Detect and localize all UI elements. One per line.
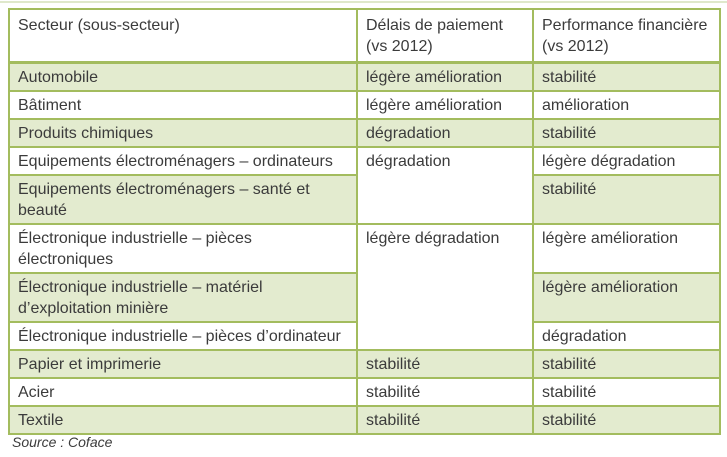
table-header-row <box>9 9 720 63</box>
sector-cell: Equipements électroménagers – santé et beauté <box>9 175 357 224</box>
table-row <box>9 63 720 92</box>
sector-cell: Papier et imprimerie <box>9 350 357 378</box>
delais-paiement-cell: dégradation <box>357 119 533 147</box>
sector-cell: Acier <box>9 378 357 406</box>
performance-financiere-cell: stabilité <box>533 175 720 224</box>
sector-cell: Électronique industrielle – matériel d’exploitation minière <box>9 273 357 322</box>
delais-paiement-cell: stabilité <box>357 406 533 434</box>
delais-paiement-cell: légère amélioration <box>357 63 533 92</box>
delais-paiement-cell: légère amélioration <box>357 91 533 119</box>
performance-financiere-cell: légère amélioration <box>533 273 720 322</box>
performance-financiere-cell: stabilité <box>533 63 720 92</box>
page-top-divider <box>0 1 727 3</box>
sector-cell: Produits chimiques <box>9 119 357 147</box>
delais-paiement-cell: stabilité <box>357 350 533 378</box>
performance-financiere-cell: stabilité <box>533 119 720 147</box>
delais-paiement-cell: dégradation <box>357 147 533 224</box>
performance-financiere-cell: stabilité <box>533 406 720 434</box>
sector-cell: Textile <box>9 406 357 434</box>
delais-paiement-cell: stabilité <box>357 378 533 406</box>
table-row <box>9 91 720 119</box>
table-row <box>9 224 720 273</box>
header-performance-financiere: Performance financière (vs 2012) <box>533 9 720 63</box>
performance-financiere-cell: amélioration <box>533 91 720 119</box>
table-row <box>9 119 720 147</box>
header-delais-paiement: Délais de paiement (vs 2012) <box>357 9 533 63</box>
sector-cell: Électronique industrielle – pièces électroniques <box>9 224 357 273</box>
sector-performance-table <box>8 8 721 435</box>
performance-financiere-cell: stabilité <box>533 350 720 378</box>
sector-cell: Bâtiment <box>9 91 357 119</box>
table-row <box>9 147 720 175</box>
performance-financiere-cell: dégradation <box>533 322 720 350</box>
table-row <box>9 378 720 406</box>
source-note: Source : Coface <box>12 434 113 450</box>
performance-financiere-cell: légère dégradation <box>533 147 720 175</box>
sector-cell: Électronique industrielle – pièces d’ordinateur <box>9 322 357 350</box>
header-secteur: Secteur (sous-secteur) <box>9 9 357 63</box>
table-row <box>9 406 720 434</box>
performance-financiere-cell: légère amélioration <box>533 224 720 273</box>
table-row <box>9 350 720 378</box>
sector-cell: Automobile <box>9 63 357 92</box>
delais-paiement-cell: légère dégradation <box>357 224 533 350</box>
sector-cell: Equipements électroménagers – ordinateurs <box>9 147 357 175</box>
performance-financiere-cell: stabilité <box>533 378 720 406</box>
